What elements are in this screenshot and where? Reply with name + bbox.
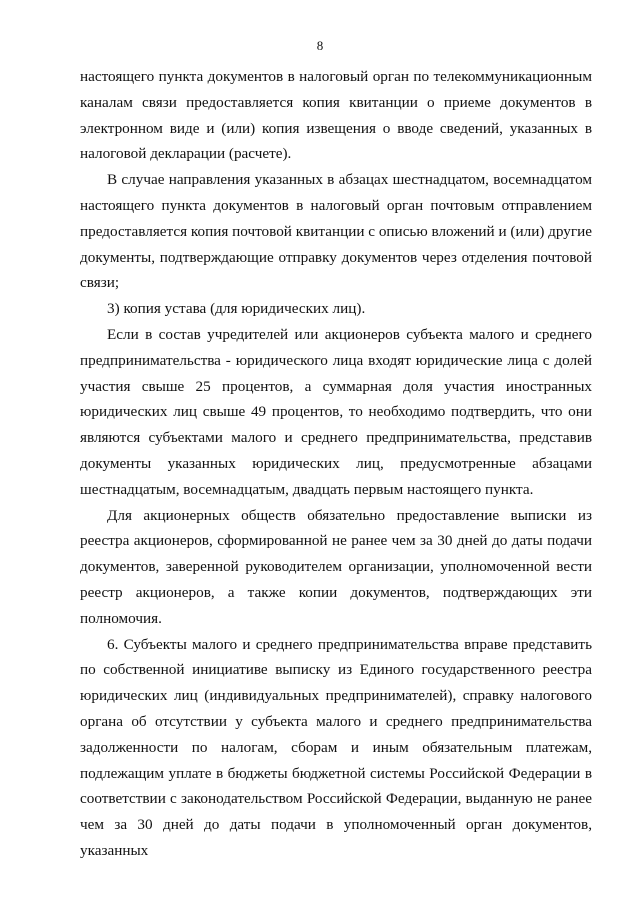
- paragraph-3: 3) копия устава (для юридических лиц).: [107, 300, 366, 318]
- paragraph-2: В случае направления указанных в абзацах шестнадцатом, восемнадцатом настоящего пункта документов в налоговый орган почтовым отправлением предоставляется копия почтовой квитанции с описью вложений и (или) другие документы, подтверждающие отправку документов через отделения почтовой связи;: [80, 171, 592, 292]
- paragraph-6: 6. Субъекты малого и среднего предпринимательства вправе представить по собственной инициативе выписку из Единого государственного реестра юридических лиц (индивидуальных предпринимателей), справку налогового органа об отсутствии у субъекта малого и среднего предпринимательства задолженности по налогам, сборам и иным обязательным платежам, подлежащим уплате в бюджеты бюджетной системы Российской Федерации в соответствии с законодательством Российской Федерации, выданную не ранее чем за 30 дней до даты подачи в уполномоченный орган документов, указанных: [80, 635, 592, 859]
- page-number: 8: [316, 38, 324, 53]
- paragraph-1: настоящего пункта документов в налоговый орган по телекоммуникационным каналам связи предоставляется копия квитанции о приеме документов в электронном виде и (или) копия извещения о вводе сведений, указанных в налоговой декларации (расчете).: [80, 68, 592, 163]
- paragraph-4: Если в состав учредителей или акционеров субъекта малого и среднего предпринимательства - юридического лица входят юридические лица с долей участия свыше 25 процентов, а суммарная доля участия иностранных юридических лиц свыше 49 процентов, то необходимо подтвердить, что они являются субъектами малого и среднего предпринимательства, представив документы указанных юридических лиц, предусмотренные абзацами шестнадцатым, восемнадцатым, двадцать первым настоящего пункта.: [80, 325, 592, 498]
- paragraph-5: Для акционерных обществ обязательно предоставление выписки из реестра акционеров, сформированной не ранее чем за 30 дней до даты подачи документов, заверенной руководителем организации, уполномоченной вести реестр акционеров, а также копии документов, подтверждающих эти полномочия.: [80, 506, 592, 627]
- document-body: [80, 64, 592, 864]
